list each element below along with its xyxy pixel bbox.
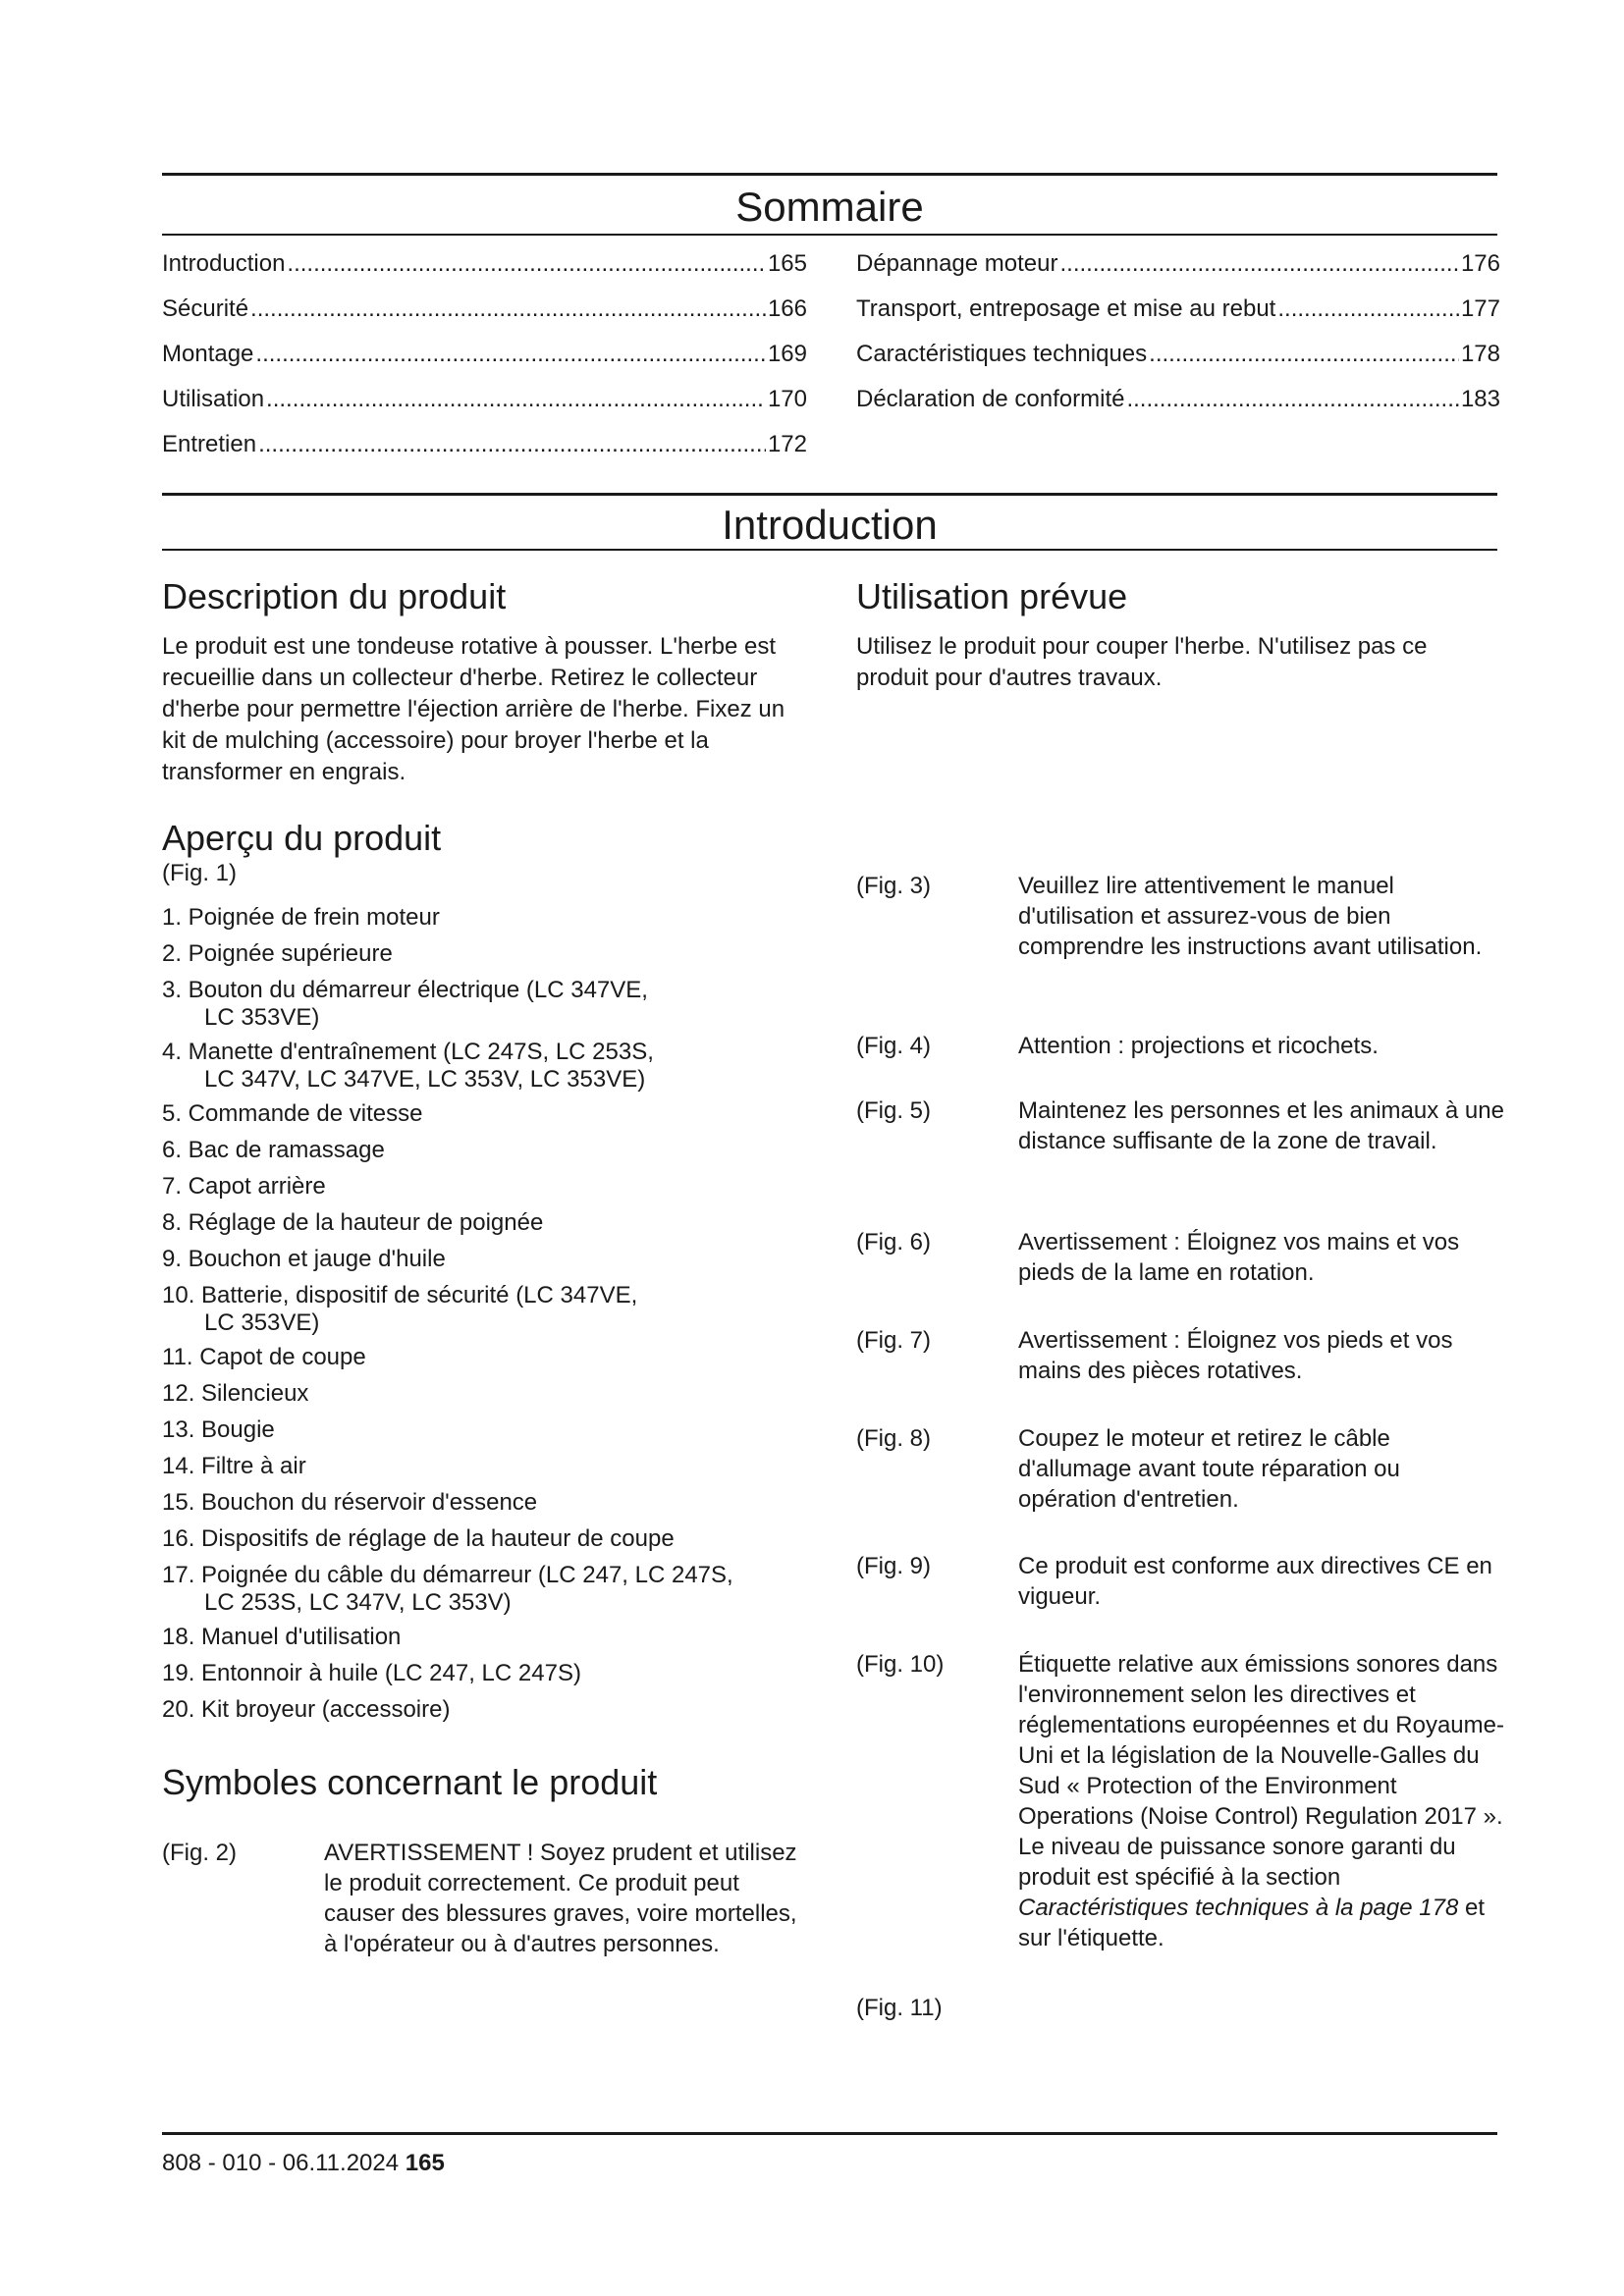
toc-entry-page: 166 [767, 295, 807, 322]
overview-item-text: 8. Réglage de la hauteur de poignée [162, 1209, 544, 1236]
usage-text: Utilisez le produit pour couper l'herbe. N'utilisez pas ce produit pour d'autres travaux. [856, 633, 1428, 691]
toc-entry[interactable] [162, 385, 807, 430]
toc-leader-dots [266, 385, 766, 414]
overview-list-item [162, 1377, 830, 1411]
toc-entry[interactable] [162, 249, 807, 294]
overview-list-item [162, 1243, 830, 1276]
overview-heading: Aperçu du produit [162, 818, 442, 858]
toc-leader-dots [1059, 249, 1458, 279]
overview-item-text: 6. Bac de ramassage [162, 1137, 385, 1163]
toc-entry-page: 169 [767, 341, 807, 367]
overview-item-text: 12. Silencieux [162, 1380, 309, 1407]
toc-entry-label: Dépannage moteur [856, 250, 1058, 277]
toc-leader-dots [1277, 294, 1459, 324]
symbol-description [1018, 1325, 1504, 1386]
overview-list-item [162, 1559, 830, 1618]
symbol-fig-ref: (Fig. 9) [856, 1553, 932, 1579]
toc-bottom-rule [162, 234, 1497, 236]
description-heading: Description du produit [162, 576, 507, 616]
toc-entry-label: Transport, entreposage et mise au rebut [856, 295, 1276, 322]
overview-item-text: 15. Bouchon du réservoir d'essence [162, 1489, 538, 1516]
footer-rule [162, 2132, 1497, 2135]
toc-entry-label: Montage [162, 341, 254, 367]
overview-item-text: 14. Filtre à air [162, 1453, 306, 1479]
toc-leader-dots [287, 249, 766, 279]
overview-item-continuation: LC 353VE) [204, 1004, 320, 1031]
symbol-description-text: Maintenez les personnes et les animaux à une distance suffisante de la zone de travail. [1018, 1097, 1504, 1154]
symbol-description-text: Veuillez lire attentivement le manuel d'utilisation et assurez-vous de bien comprendre les instructions avant utilisation. [1018, 873, 1483, 960]
symbol-row [856, 871, 1504, 962]
overview-item-continuation: LC 353VE) [204, 1309, 320, 1336]
overview-list-item [162, 1036, 830, 1095]
symbol-description [1018, 1423, 1504, 1515]
symbol-fig-ref: (Fig. 10) [856, 1651, 945, 1678]
toc-entry[interactable] [856, 385, 1500, 430]
toc-leader-dots [258, 430, 766, 459]
symbol-description-tail: et sur l'étiquette. [1018, 1895, 1485, 1951]
toc-top-rule [162, 173, 1497, 176]
symbol-fig-ref: (Fig. 11) [856, 1995, 943, 2021]
overview-list-item [162, 901, 830, 934]
footer-code: 808 - 010 - 06.11.2024 [162, 2150, 400, 2176]
overview-item-text: 18. Manuel d'utilisation [162, 1624, 402, 1650]
overview-item-text: 1. Poignée de frein moteur [162, 904, 440, 931]
overview-list-item [162, 1414, 830, 1447]
overview-list-item [162, 1097, 830, 1131]
overview-list-item [162, 1170, 830, 1203]
overview-item-text: 9. Bouchon et jauge d'huile [162, 1246, 446, 1272]
overview-item-text: 10. Batterie, dispositif de sécurité (LC 347VE, [162, 1282, 638, 1308]
toc-entry-label: Entretien [162, 431, 257, 457]
overview-list-item [162, 1206, 830, 1240]
toc-entry[interactable] [162, 340, 807, 385]
description-text: Le produit est une tondeuse rotative à pousser. L'herbe est recueillie dans un collecteur d'herbe. Retirez le collecteur d'herbe pour permettre l'éjection arrière de l'herbe. Fixez un kit de mulching (accessoire) pour broyer l'herbe et la transformer en engrais. [162, 633, 785, 785]
symbol-row [856, 1095, 1504, 1156]
symbol-fig-ref: (Fig. 4) [856, 1033, 932, 1059]
toc-leader-dots [250, 294, 766, 324]
overview-item-continuation: LC 347V, LC 347VE, LC 353V, LC 353VE) [204, 1066, 646, 1093]
symbol-row [856, 1551, 1504, 1612]
symbol-row [856, 1423, 1504, 1515]
toc-entry-page: 172 [767, 431, 807, 457]
toc-leader-dots [1126, 385, 1458, 414]
symbol-fig-ref: (Fig. 8) [856, 1425, 932, 1452]
symbol-fig-ref: (Fig. 5) [856, 1097, 932, 1124]
overview-item-text: 3. Bouton du démarreur électrique (LC 347VE, [162, 977, 648, 1003]
symbol-description [1018, 871, 1504, 962]
symbol-description-text: Ce produit est conforme aux directives CE en vigueur. [1018, 1553, 1492, 1610]
overview-item-text: 2. Poignée supérieure [162, 940, 393, 967]
toc-right-column [856, 249, 1500, 430]
overview-item-text: 13. Bougie [162, 1416, 275, 1443]
symbol-description [1018, 1551, 1504, 1612]
overview-list [162, 901, 830, 1730]
symbol-row [856, 1649, 1504, 1953]
symbol-description-text: Avertissement : Éloignez vos mains et vos pieds de la lame en rotation. [1018, 1229, 1460, 1286]
symbol-row [856, 1031, 1504, 1061]
symbols-heading: Symboles concernant le produit [162, 1762, 658, 1802]
toc-left-column [162, 249, 807, 475]
symbol-description-text: Avertissement : Éloignez vos pieds et vos mains des pièces rotatives. [1018, 1327, 1453, 1384]
symbol-row [856, 1325, 1504, 1386]
toc-entry-page: 178 [1460, 341, 1500, 367]
toc-entry-page: 170 [767, 386, 807, 412]
symbol-description [324, 1838, 810, 1959]
overview-item-text: 4. Manette d'entraînement (LC 247S, LC 253S, [162, 1039, 654, 1065]
symbol-fig-ref: (Fig. 6) [856, 1229, 932, 1255]
intro-title: Introduction [722, 502, 938, 548]
overview-item-text: 11. Capot de coupe [162, 1344, 366, 1370]
toc-entry-page: 177 [1460, 295, 1500, 322]
overview-item-text: 5. Commande de vitesse [162, 1100, 423, 1127]
toc-entry[interactable] [856, 294, 1500, 340]
toc-leader-dots [1149, 340, 1459, 369]
symbol-row [856, 1227, 1504, 1288]
toc-entry-page: 176 [1460, 250, 1500, 277]
symbol-description [1018, 1649, 1504, 1953]
symbol-row [856, 1993, 1504, 2023]
overview-list-item [162, 974, 830, 1033]
overview-list-item [162, 1279, 830, 1338]
footer-page-number: 165 [405, 2150, 445, 2176]
symbol-description [1018, 1227, 1504, 1288]
overview-list-item [162, 1522, 830, 1556]
cross-reference-link[interactable]: Caractéristiques techniques à la page 178 [1018, 1895, 1459, 1921]
overview-list-item [162, 1693, 830, 1727]
toc-leader-dots [255, 340, 766, 369]
overview-list-item [162, 1341, 830, 1374]
overview-list-item [162, 937, 830, 971]
toc-entry-page: 183 [1460, 386, 1500, 412]
overview-list-item [162, 1621, 830, 1654]
symbol-fig-ref: (Fig. 2) [162, 1840, 238, 1866]
overview-list-item [162, 1450, 830, 1483]
symbol-description [1018, 1095, 1504, 1156]
overview-item-continuation: LC 253S, LC 347V, LC 353V) [204, 1589, 512, 1616]
overview-item-text: 17. Poignée du câble du démarreur (LC 247, LC 247S, [162, 1562, 733, 1588]
overview-item-text: 19. Entonnoir à huile (LC 247, LC 247S) [162, 1660, 581, 1686]
symbol-description-text: Coupez le moteur et retirez le câble d'allumage avant toute réparation ou opération d'entretien. [1018, 1425, 1400, 1513]
toc-entry-label: Caractéristiques techniques [856, 341, 1148, 367]
symbol-fig-ref: (Fig. 3) [856, 873, 932, 899]
overview-list-item [162, 1486, 830, 1520]
symbol-fig-ref: (Fig. 7) [856, 1327, 932, 1354]
intro-bottom-rule [162, 549, 1497, 551]
intro-top-rule [162, 493, 1497, 496]
symbol-description-text: Étiquette relative aux émissions sonores dans l'environnement selon les directives et réglementations européennes et du Royaume-Uni et la législation de la Nouvelle-Galles du Sud « Protection of the Environment Operations (Noise Control) Regulation 2017 ». Le niveau de puissance sonore garanti du produit est spécifié à la section [1018, 1651, 1504, 1891]
overview-list-item [162, 1657, 830, 1690]
symbol-description [1018, 1031, 1504, 1061]
toc-title: Sommaire [735, 184, 924, 230]
toc-entry-label: Introduction [162, 250, 286, 277]
toc-entry[interactable] [856, 340, 1500, 385]
symbol-description [1018, 1993, 1504, 2023]
symbol-description-text: AVERTISSEMENT ! Soyez prudent et utilisez le produit correctement. Ce produit peut causer des blessures graves, voire mortelles, à l'opérateur ou à d'autres personnes. [324, 1840, 797, 1957]
usage-heading: Utilisation prévue [856, 576, 1128, 616]
symbol-description-text: Attention : projections et ricochets. [1018, 1033, 1379, 1059]
toc-entry-label: Utilisation [162, 386, 265, 412]
toc-entry[interactable] [162, 294, 807, 340]
overview-item-text: 20. Kit broyeur (accessoire) [162, 1696, 451, 1723]
overview-list-item [162, 1134, 830, 1167]
overview-fig-ref: (Fig. 1) [162, 860, 238, 886]
overview-item-text: 16. Dispositifs de réglage de la hauteur de coupe [162, 1525, 675, 1552]
toc-entry[interactable] [162, 430, 807, 475]
toc-entry-label: Sécurité [162, 295, 249, 322]
symbol-row [162, 1838, 810, 1959]
toc-entry-label: Déclaration de conformité [856, 386, 1125, 412]
toc-entry[interactable] [856, 249, 1500, 294]
toc-entry-page: 165 [767, 250, 807, 277]
footer [162, 2150, 445, 2177]
overview-item-text: 7. Capot arrière [162, 1173, 326, 1200]
